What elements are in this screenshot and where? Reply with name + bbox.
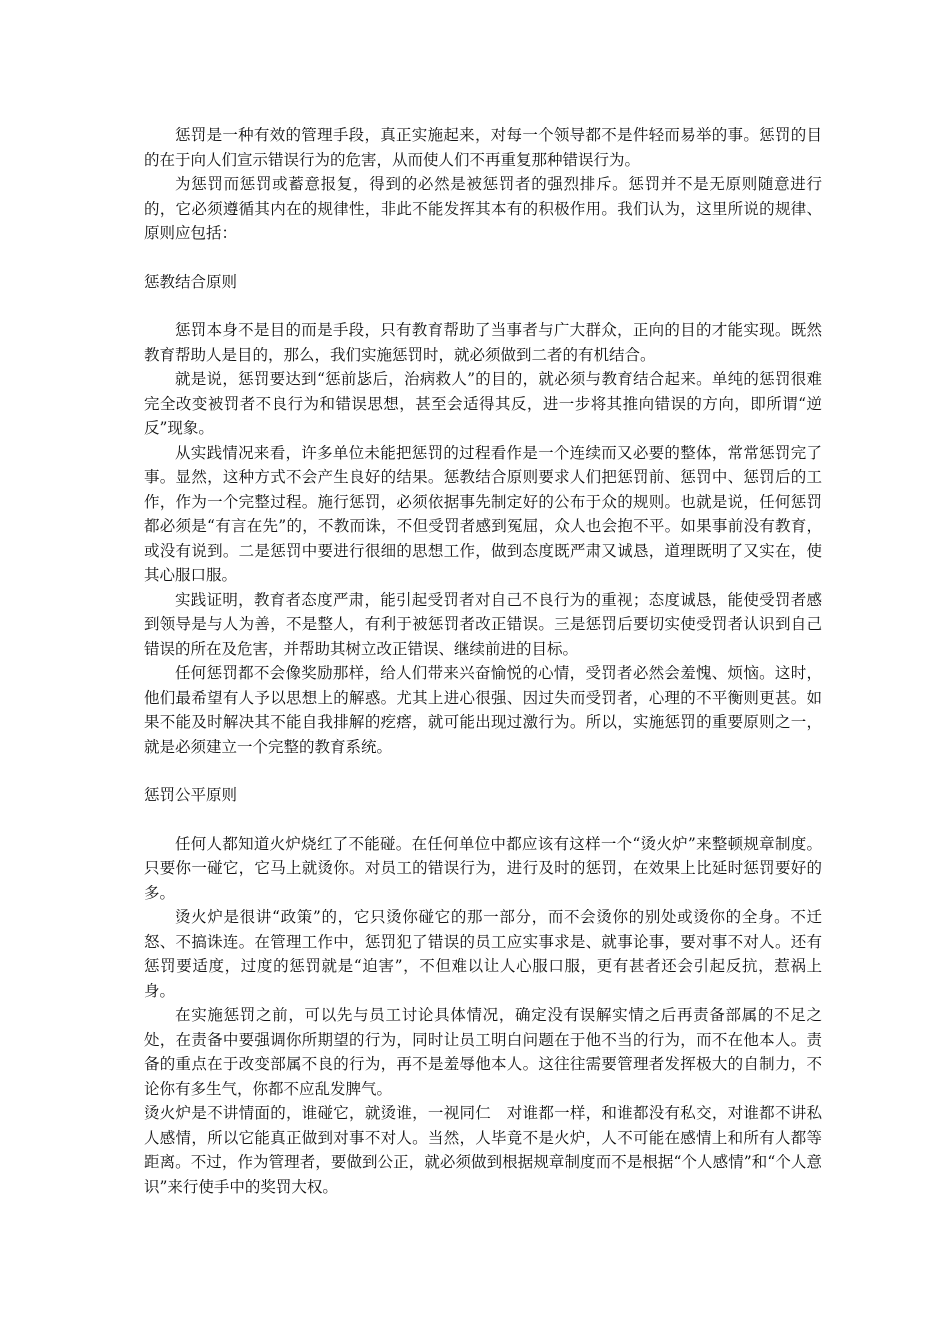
section-heading-fairness: 惩罚公平原则 <box>144 786 238 804</box>
combination-paragraph-4: 实践证明，教育者态度严肃，能引起受罚者对自己不良行为的重视；态度诚恳，能使受罚者感到领导是与人为善，不是整人，有利于被惩罚者改正错误。三是惩罚后要切实使受罚者认识到自己错误的所在及危害，并帮助其树立改正错误、继续前进的目标。 <box>144 590 822 658</box>
fairness-paragraph-4: 烫火炉是不讲情面的，谁碰它，就烫谁，一视同仁 对谁都一样，和谁都没有私交，对谁都不讲私人感情，所以它能真正做到对事不对人。当然，人毕竟不是火炉，人不可能在感情上和所有人都等距离。不过，作为管理者，要做到公正，就必须做到根据规章制度而不是根据“个人感情”和“个人意识”来行使手中的奖罚大权。 <box>144 1104 822 1196</box>
fairness-paragraph-1: 任何人都知道火炉烧红了不能碰。在任何单位中都应该有这样一个“烫火炉”来整顿规章制度。只要你一碰它，它马上就烫你。对员工的错误行为，进行及时的惩罚，在效果上比延时惩罚要好的多。 <box>144 834 822 902</box>
fairness-paragraph-2: 烫火炉是很讲“政策”的，它只烫你碰它的那一部分，而不会烫你的别处或烫你的全身。不迁怒、不搞诛连。在管理工作中，惩罚犯了错误的员工应实事求是、就事论事，要对事不对人。还有惩罚要适度，过度的惩罚就是“迫害”，不但难以让人心服口服，更有甚者还会引起反抗，惹祸上身。 <box>144 908 822 1000</box>
fairness-paragraph-3: 在实施惩罚之前，可以先与员工讨论具体情况，确定没有误解实情之后再责备部属的不足之处，在责备中要强调你所期望的行为，同时让员工明白问题在于他不当的行为，而不在他本人。责备的重点在于改变部属不良的行为，再不是羞辱他本人。这往往需要管理者发挥极大的自制力，不论你有多生气，你都不应乱发脾气。 <box>144 1006 822 1098</box>
intro-paragraph-2: 为惩罚而惩罚或蓄意报复，得到的必然是被惩罚者的强烈排斥。惩罚并不是无原则随意进行的，它必须遵循其内在的规律性，非此不能发挥其本有的积极作用。我们认为，这里所说的规律、原则应包括： <box>144 175 822 242</box>
combination-paragraph-2: 就是说，惩罚要达到“惩前毖后，治病救人”的目的，就必须与教育结合起来。单纯的惩罚很难完全改变被罚者不良行为和错误思想，甚至会适得其反，进一步将其推向错误的方向，即所谓“逆反”现象。 <box>144 370 822 437</box>
combination-paragraph-5: 任何惩罚都不会像奖励那样，给人们带来兴奋愉悦的心情，受罚者必然会羞愧、烦恼。这时，他们最希望有人予以思想上的解惑。尤其上进心很强、因过失而受罚者，心理的不平衡则更甚。如果不能及时解决其不能自我排解的疙瘩，就可能出现过激行为。所以，实施惩罚的重要原则之一，就是必须建立一个完整的教育系统。 <box>144 664 822 756</box>
combination-paragraph-3: 从实践情况来看，许多单位未能把惩罚的过程看作是一个连续而又必要的整体，常常惩罚完了事。显然，这种方式不会产生良好的结果。惩教结合原则要求人们把惩罚前、惩罚中、惩罚后的工作，作为一个完整过程。施行惩罚，必须依据事先制定好的公布于众的规则。也就是说，任何惩罚都必须是“有言在先”的，不教而诛，不但受罚者感到冤屈，众人也会抱不平。如果事前没有教育，或没有说到。二是惩罚中要进行很细的思想工作，做到态度既严肃又诚恳，道理既明了又实在，使其心服口服。 <box>144 443 822 584</box>
document-page <box>144 123 822 1199</box>
section-heading-combination: 惩教结合原则 <box>144 272 238 291</box>
intro-paragraph-1: 惩罚是一种有效的管理手段，真正实施起来，对每一个领导都不是件轻而易举的事。惩罚的目的在于向人们宣示错误行为的危害，从而使人们不再重复那种错误行为。 <box>144 126 822 169</box>
combination-paragraph-1: 惩罚本身不是目的而是手段，只有教育帮助了当事者与广大群众，正向的目的才能实现。既然教育帮助人是目的，那么，我们实施惩罚时，就必须做到二者的有机结合。 <box>144 321 822 364</box>
